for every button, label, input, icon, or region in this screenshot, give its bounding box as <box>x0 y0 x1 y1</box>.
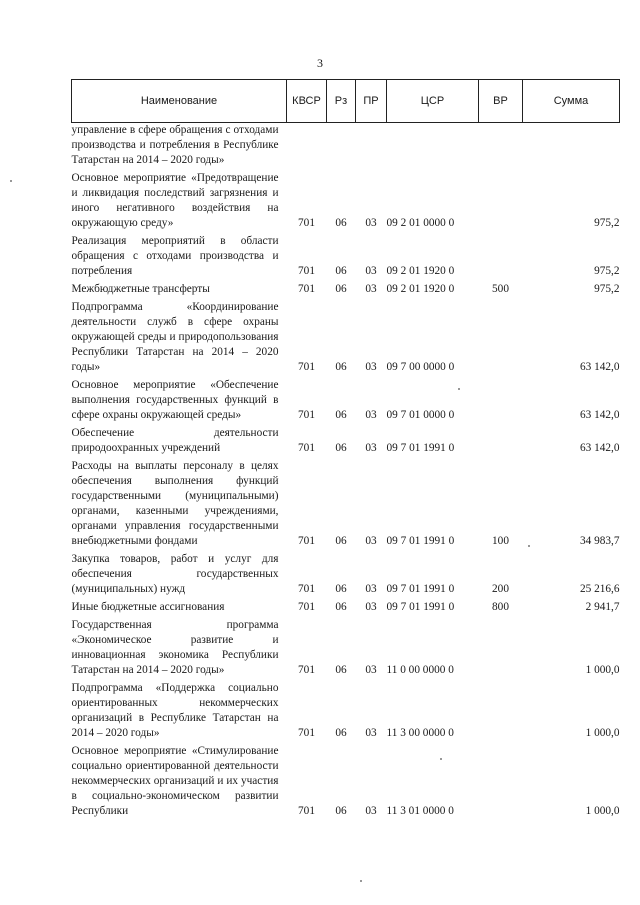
cell-vr <box>479 234 523 282</box>
cell-rz: 06 <box>335 283 347 295</box>
table-body <box>72 123 620 823</box>
cell-pr: 03 <box>365 601 377 613</box>
cell-kvsr: 701 <box>298 583 315 595</box>
cell-vr <box>479 378 523 426</box>
table-row <box>72 123 620 172</box>
cell-vr <box>479 300 523 378</box>
cell-sum: 63 142,0 <box>579 409 620 421</box>
cell-rz: 06 <box>335 805 347 817</box>
cell-kvsr: 701 <box>298 664 315 676</box>
cell-name: Обеспечение деятельности природоохранных учреждений <box>71 427 279 454</box>
cell-pr: 03 <box>365 583 377 595</box>
cell-rz: 06 <box>335 361 347 373</box>
cell-rz: 06 <box>335 535 347 547</box>
cell-vr: 500 <box>492 283 509 295</box>
cell-name: Основное мероприятие «Стимулирование социально ориентированной деятельности некоммерческих организаций и их участия в социально-экономическом развитии Республики <box>71 745 279 817</box>
cell-name: Основное мероприятие «Предотвращение и ликвидация последствий загрязнения и иного негативного воздействия на окружающую среду» <box>71 172 279 229</box>
cell-kvsr: 701 <box>298 409 315 421</box>
cell-rz: 06 <box>335 727 347 739</box>
header-rz: Рз <box>327 80 356 123</box>
table-row <box>72 600 620 618</box>
cell-sum: 975,2 <box>594 217 620 229</box>
cell-pr: 03 <box>365 535 377 547</box>
cell-rz: 06 <box>335 217 347 229</box>
cell-sum: 34 983,7 <box>579 535 620 547</box>
cell-pr <box>356 123 387 172</box>
cell-kvsr: 701 <box>298 217 315 229</box>
table-row <box>72 618 620 681</box>
table-row <box>72 426 620 459</box>
cell-csr: 09 2 01 0000 0 <box>386 217 455 229</box>
scan-speck <box>360 880 362 882</box>
cell-sum <box>523 123 620 172</box>
cell-kvsr: 701 <box>298 805 315 817</box>
cell-sum: 63 142,0 <box>579 361 620 373</box>
cell-kvsr: 701 <box>298 265 315 277</box>
cell-sum: 1 000,0 <box>585 805 620 817</box>
cell-sum: 2 941,7 <box>585 601 620 613</box>
cell-csr: 09 7 01 1991 0 <box>386 601 455 613</box>
scan-speck <box>458 388 460 390</box>
table-row <box>72 171 620 234</box>
cell-csr: 11 0 00 0000 0 <box>386 664 454 676</box>
cell-rz: 06 <box>335 583 347 595</box>
scan-speck <box>440 758 442 760</box>
cell-pr: 03 <box>365 664 377 676</box>
cell-kvsr: 701 <box>298 535 315 547</box>
cell-kvsr: 701 <box>298 727 315 739</box>
table-header <box>72 80 620 123</box>
cell-sum: 1 000,0 <box>585 664 620 676</box>
table-row <box>72 234 620 282</box>
cell-name: Подпрограмма «Координирование деятельности служб в сфере охраны окружающей среды и природопользования Республики Татарстан на 2014 – 2020 годы» <box>71 301 279 373</box>
cell-csr: 09 7 01 0000 0 <box>386 409 455 421</box>
cell-rz <box>327 123 356 172</box>
table-row <box>72 681 620 744</box>
table-row <box>72 378 620 426</box>
cell-sum: 25 216,6 <box>579 583 620 595</box>
cell-name: Межбюджетные трансферты <box>71 283 210 295</box>
cell-vr <box>479 171 523 234</box>
cell-rz: 06 <box>335 409 347 421</box>
cell-kvsr <box>287 123 327 172</box>
page-number: 3 <box>317 56 323 70</box>
cell-csr: 09 7 01 1991 0 <box>386 535 455 547</box>
cell-csr: 09 2 01 1920 0 <box>386 283 455 295</box>
header-vr: ВР <box>479 80 523 123</box>
header-name: Наименование <box>72 80 287 123</box>
cell-pr: 03 <box>365 805 377 817</box>
cell-sum: 975,2 <box>594 283 620 295</box>
cell-pr: 03 <box>365 283 377 295</box>
cell-sum: 63 142,0 <box>579 442 620 454</box>
table-row <box>72 282 620 300</box>
table-row <box>72 300 620 378</box>
cell-rz: 06 <box>335 442 347 454</box>
cell-pr: 03 <box>365 217 377 229</box>
header-pr: ПР <box>356 80 387 123</box>
cell-kvsr: 701 <box>298 361 315 373</box>
cell-name: Закупка товаров, работ и услуг для обеспечения государственных (муниципальных) нужд <box>71 553 279 595</box>
cell-vr: 800 <box>492 601 509 613</box>
cell-vr: 100 <box>492 535 509 547</box>
cell-name: Основное мероприятие «Обеспечение выполнения государственных функций в сфере охраны окружающей среды» <box>71 379 279 421</box>
cell-rz: 06 <box>335 664 347 676</box>
cell-pr: 03 <box>365 265 377 277</box>
cell-vr: 200 <box>492 583 509 595</box>
scan-speck <box>528 545 530 547</box>
header-csr: ЦСР <box>387 80 479 123</box>
cell-pr: 03 <box>365 409 377 421</box>
cell-pr: 03 <box>365 442 377 454</box>
table-row <box>72 744 620 822</box>
cell-vr <box>479 681 523 744</box>
table-row <box>72 459 620 552</box>
cell-csr: 09 7 00 0000 0 <box>386 361 455 373</box>
scan-speck <box>10 180 12 182</box>
cell-name: Реализация мероприятий в области обращения с отходами производства и потребления <box>71 235 279 277</box>
table-row <box>72 552 620 600</box>
cell-kvsr: 701 <box>298 442 315 454</box>
cell-kvsr: 701 <box>298 601 315 613</box>
cell-name: Подпрограмма «Поддержка социально ориентированных некоммерческих организаций в Республике Татарстан на 2014 – 2020 годы» <box>71 682 279 739</box>
cell-name: Расходы на выплаты персоналу в целях обеспечения выполнения функций государственными (муниципальными) органами, казенными учреждениями, органами управления государственными внебюджетными фондами <box>71 460 279 547</box>
cell-name: управление в сфере обращения с отходами производства и потребления в Республике Татарстан на 2014 – 2020 годы» <box>71 124 279 166</box>
cell-name: Иные бюджетные ассигнования <box>71 601 225 613</box>
cell-pr: 03 <box>365 361 377 373</box>
header-sum: Сумма <box>523 80 620 123</box>
header-kvsr: КВСР <box>287 80 327 123</box>
cell-csr: 11 3 01 0000 0 <box>386 805 454 817</box>
cell-csr: 09 2 01 1920 0 <box>386 265 455 277</box>
cell-csr: 09 7 01 1991 0 <box>386 583 455 595</box>
budget-table <box>71 79 620 822</box>
cell-csr <box>387 123 479 172</box>
cell-vr <box>479 123 523 172</box>
cell-rz: 06 <box>335 265 347 277</box>
cell-sum: 975,2 <box>594 265 620 277</box>
cell-rz: 06 <box>335 601 347 613</box>
cell-vr <box>479 426 523 459</box>
cell-pr: 03 <box>365 727 377 739</box>
cell-csr: 09 7 01 1991 0 <box>386 442 455 454</box>
cell-sum: 1 000,0 <box>585 727 620 739</box>
cell-name: Государственная программа «Экономическое развитие и инновационная экономика Республики Татарстан на 2014 – 2020 годы» <box>71 619 279 676</box>
cell-vr <box>479 744 523 822</box>
cell-kvsr: 701 <box>298 283 315 295</box>
cell-csr: 11 3 00 0000 0 <box>386 727 454 739</box>
cell-vr <box>479 618 523 681</box>
